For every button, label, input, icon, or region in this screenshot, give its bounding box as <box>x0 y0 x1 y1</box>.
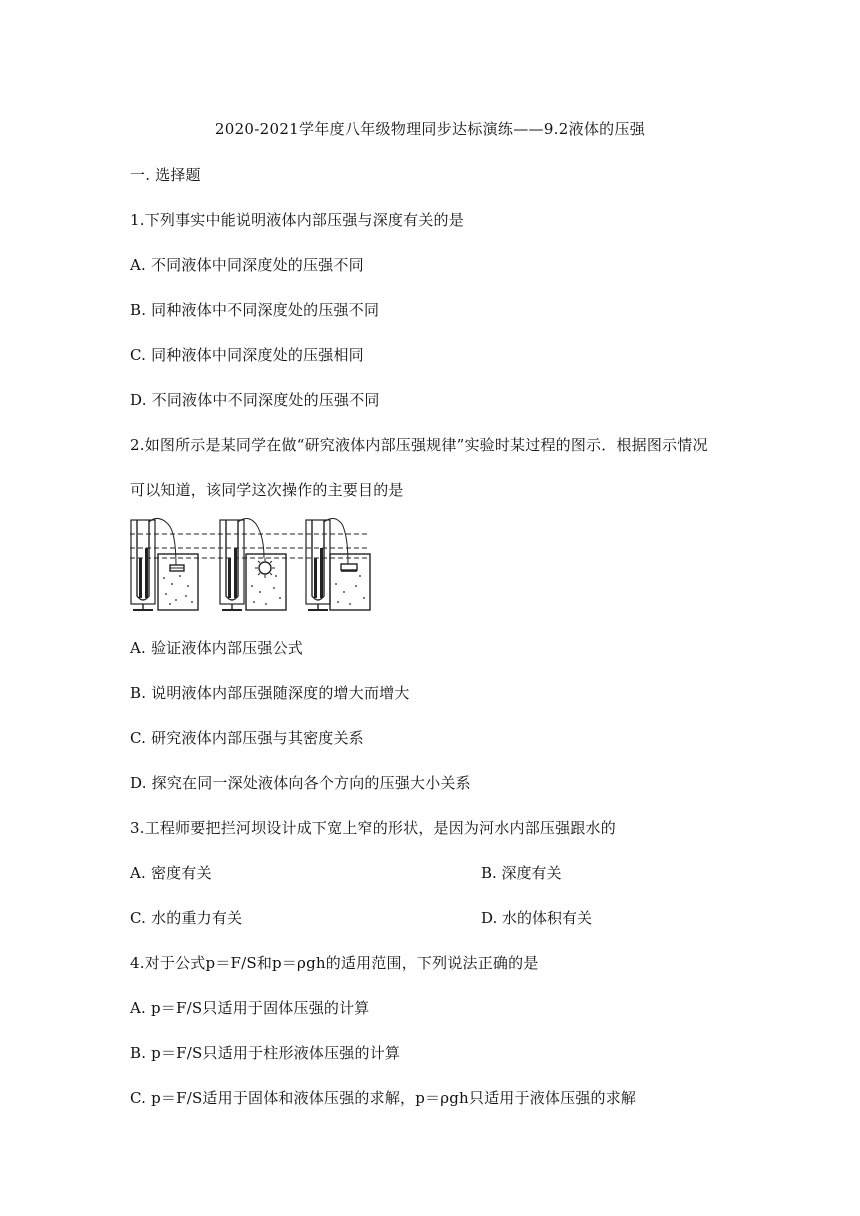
q4-option-a: A. p＝F/S只适用于固体压强的计算 <box>130 999 370 1017</box>
section-heading: 一. 选择题 <box>130 166 201 184</box>
question-2-stem-line1: 2.如图所示是某同学在做“研究液体内部压强规律”实验时某过程的图示．根据图示情况 <box>130 436 708 454</box>
q4-option-b: B. p＝F/S只适用于柱形液体压强的计算 <box>130 1044 401 1062</box>
question-2-stem-line2: 可以知道，该同学这次操作的主要目的是 <box>130 481 404 499</box>
q3-option-c: C. 水的重力有关 <box>130 909 243 927</box>
manometer-experiment-figure <box>128 514 372 616</box>
q3-option-b: B. 深度有关 <box>481 864 562 882</box>
page-title: 2020-2021学年度八年级物理同步达标演练——9.2液体的压强 <box>214 120 646 138</box>
question-4-stem: 4.对于公式p＝F/S和p＝ρgh的适用范围，下列说法正确的是 <box>130 954 539 972</box>
q2-option-c: C. 研究液体内部压强与其密度关系 <box>130 729 364 747</box>
manometer-3 <box>306 518 370 610</box>
q2-option-b: B. 说明液体内部压强随深度的增大而增大 <box>130 684 410 702</box>
q1-option-d: D. 不同液体中不同深度处的压强不同 <box>130 391 380 409</box>
q4-option-c: C. p＝F/S适用于固体和液体压强的求解，p＝ρgh只适用于液体压强的求解 <box>130 1089 637 1107</box>
manometer-1 <box>131 518 198 610</box>
q3-option-d: D. 水的体积有关 <box>481 909 593 927</box>
q1-option-b: B. 同种液体中不同深度处的压强不同 <box>130 301 380 319</box>
question-3-stem: 3.工程师要把拦河坝设计成下宽上窄的形状，是因为河水内部压强跟水的 <box>130 819 616 837</box>
q1-option-c: C. 同种液体中同深度处的压强相同 <box>130 346 364 364</box>
manometer-2 <box>220 518 286 610</box>
q1-option-a: A. 不同液体中同深度处的压强不同 <box>130 256 364 274</box>
q2-option-a: A. 验证液体内部压强公式 <box>130 639 303 657</box>
q2-option-d: D. 探究在同一深处液体向各个方向的压强大小关系 <box>130 774 471 792</box>
q3-option-a: A. 密度有关 <box>130 864 212 882</box>
question-1-stem: 1.下列事实中能说明液体内部压强与深度有关的是 <box>130 211 464 229</box>
